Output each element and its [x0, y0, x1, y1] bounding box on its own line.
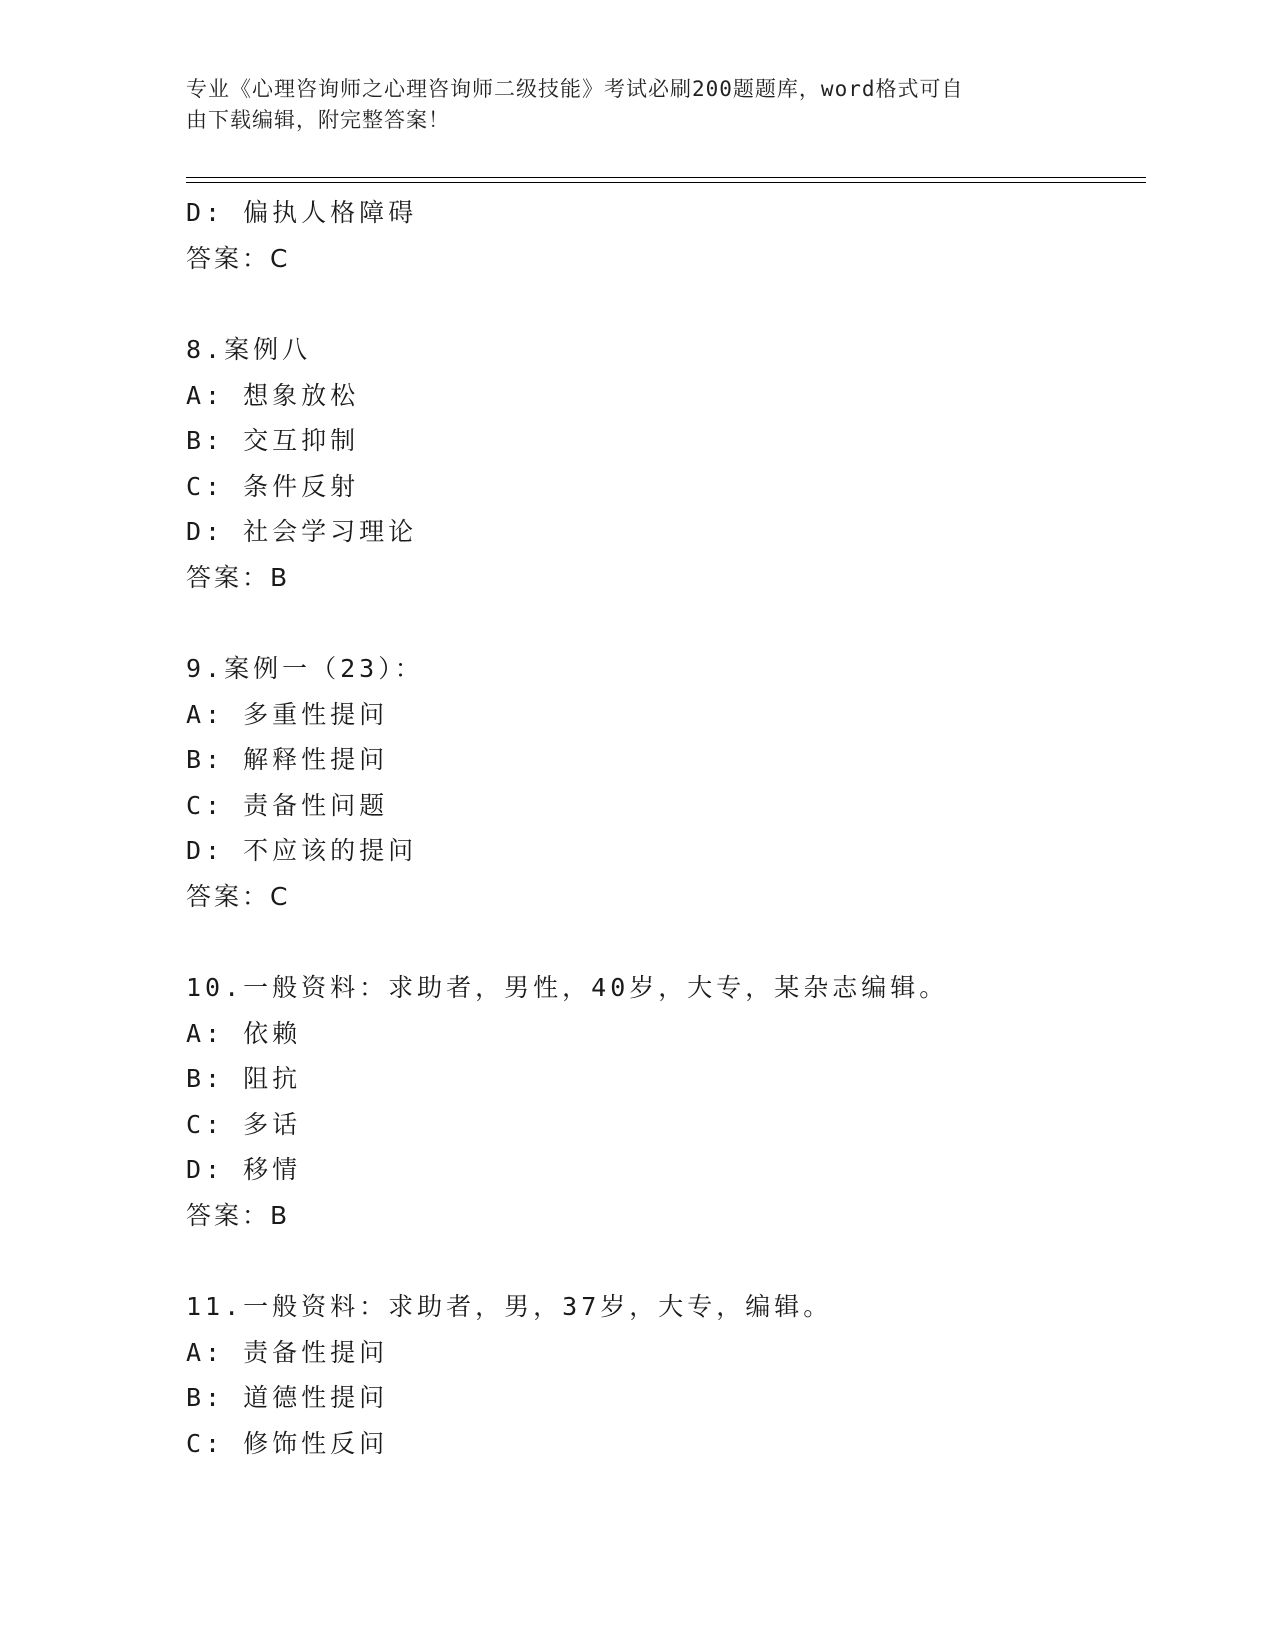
- header-rule-bottom: [186, 182, 1146, 183]
- spacer: [186, 281, 1146, 327]
- option-b: B: 交互抑制: [186, 426, 360, 455]
- option-d: D: 社会学习理论: [186, 517, 418, 546]
- answer: 答案：C: [186, 243, 291, 273]
- question-title: 9.案例一（23）：: [186, 654, 424, 683]
- option-a: A: 责备性提问: [186, 1337, 389, 1367]
- option-c: C: 修饰性反问: [186, 1428, 389, 1458]
- spacer: [186, 1238, 1146, 1284]
- question-block-10: [186, 965, 1146, 1238]
- answer: 答案：B: [186, 1200, 291, 1230]
- option-a: A: 多重性提问: [186, 699, 389, 729]
- question-block-11: [186, 1284, 1146, 1466]
- question-block-8: [186, 327, 1146, 600]
- header-line-1: 专业《心理咨询师之心理咨询师二级技能》考试必刷200题题库，word格式可自: [186, 77, 964, 101]
- spacer: [186, 600, 1146, 646]
- question-block-partial: [186, 190, 1146, 281]
- question-title: 8.案例八: [186, 335, 312, 364]
- header-line-2: 由下载编辑，附完整答案！: [186, 108, 450, 132]
- option-b: B: 阻抗: [186, 1064, 302, 1093]
- header-rule-top: [186, 177, 1146, 178]
- option-b: B: 道德性提问: [186, 1383, 389, 1412]
- option-a: A: 想象放松: [186, 380, 360, 410]
- option-a: A: 依赖: [186, 1018, 302, 1048]
- option-d: D: 移情: [186, 1155, 302, 1184]
- option-c: C: 条件反射: [186, 471, 360, 501]
- option-c: C: 多话: [186, 1109, 302, 1139]
- question-title: 11.一般资料：求助者，男，37岁，大专，编辑。: [186, 1292, 833, 1321]
- option-d: D: 不应该的提问: [186, 836, 418, 865]
- question-title: 10.一般资料：求助者，男性，40岁，大专，某杂志编辑。: [186, 973, 949, 1002]
- answer: 答案：C: [186, 881, 291, 911]
- option-d: D: 偏执人格障碍: [186, 198, 418, 227]
- answer: 答案：B: [186, 562, 291, 592]
- option-b: B: 解释性提问: [186, 745, 389, 774]
- spacer: [186, 919, 1146, 965]
- question-list: [186, 190, 1146, 1466]
- question-block-9: [186, 646, 1146, 919]
- option-c: C: 责备性问题: [186, 790, 389, 820]
- document-header: [186, 74, 1066, 136]
